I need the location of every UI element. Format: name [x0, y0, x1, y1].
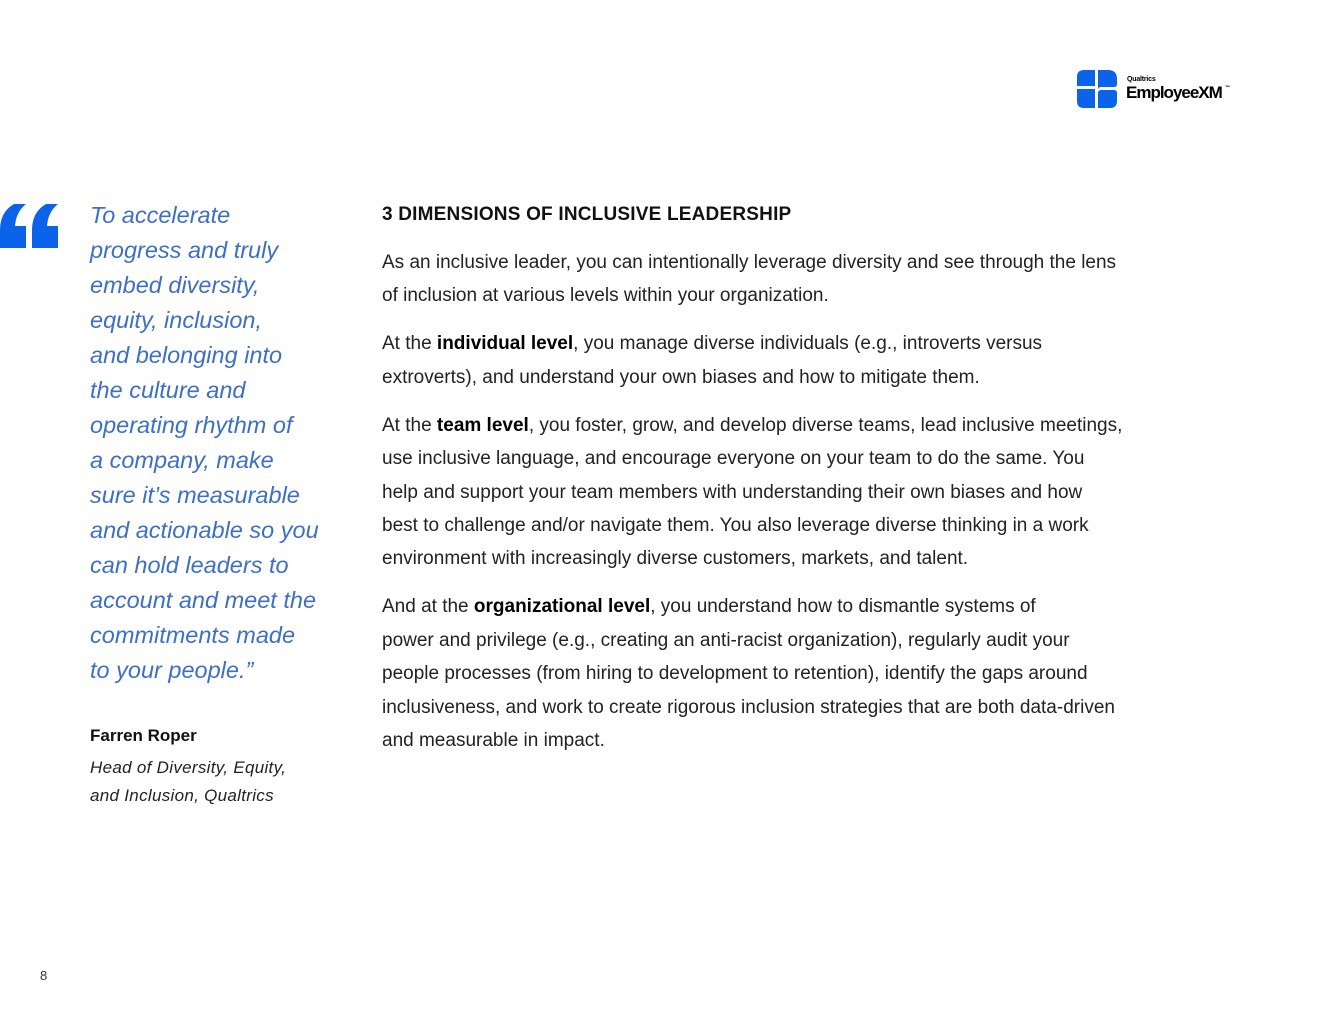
quote-line: To accelerate [90, 202, 231, 228]
paragraph-line [382, 590, 1212, 623]
quote-line: and belonging into [90, 342, 283, 368]
paragraph-line: As an inclusive leader, you can intentionally leverage diversity and see through the lens [382, 252, 1117, 273]
team-level-term: team level [436, 414, 529, 436]
individual-level-term: individual level [436, 333, 574, 355]
paragraph-line: environment with increasingly diverse customers, markets, and talent. [382, 548, 969, 570]
author-title-line: Head of Diversity, Equity, [90, 758, 287, 777]
line-prefix: At the [382, 414, 437, 436]
line-rest: , you manage diverse individuals (e.g., introverts versus [573, 333, 1043, 355]
logo-brand-name: EmployeeXM [1126, 83, 1222, 102]
qualtrics-logo-mark-icon [1077, 70, 1117, 108]
quote-line: and actionable so you [90, 517, 319, 543]
qualtrics-employeexm-logo [1077, 70, 1237, 110]
quote-line: progress and truly [90, 237, 279, 263]
main-content [382, 200, 1212, 772]
quote-line: embed diversity, [90, 272, 260, 298]
logo-trademark: ™ [1225, 85, 1230, 91]
paragraph-line: help and support your team members with understanding their own biases and how [382, 481, 1083, 503]
paragraph-line: of inclusion at various levels within your organization. [382, 285, 829, 307]
page-number: 8 [40, 968, 48, 983]
quote-line: the culture and [90, 377, 246, 403]
team-level-paragraph [382, 409, 1212, 576]
paragraph-line: power and privilege (e.g., creating an anti-racist organization), regularly audit your [382, 629, 1070, 651]
paragraph-line: extroverts), and understand your own biases and how to mitigate them. [382, 366, 980, 388]
intro-paragraph [382, 246, 1212, 313]
line-rest: , you foster, grow, and develop diverse teams, lead inclusive meetings, [528, 414, 1123, 436]
quote-line: to your people.” [90, 657, 254, 683]
line-rest: , you understand how to dismantle systems of [650, 596, 1036, 618]
paragraph-line [382, 409, 1212, 442]
line-prefix: And at the [382, 596, 474, 618]
organizational-level-paragraph [382, 590, 1212, 757]
individual-level-paragraph [382, 327, 1212, 394]
paragraph-line: best to challenge and/or navigate them. You also leverage diverse thinking in a work [382, 515, 1089, 537]
logo-brand-small: Qualtrics [1127, 76, 1156, 83]
quote-line: operating rhythm of [90, 412, 293, 438]
author-title-line: and Inclusion, Qualtrics [90, 786, 274, 805]
quote-line: account and meet the [90, 587, 317, 613]
organizational-level-term: organizational level [473, 596, 651, 618]
section-heading: 3 DIMENSIONS OF INCLUSIVE LEADERSHIP [382, 204, 792, 225]
quote-line: sure it’s measurable [90, 482, 300, 508]
paragraph-line: inclusiveness, and work to create rigorous inclusion strategies that are both data-driven [382, 696, 1115, 718]
pull-quote [90, 198, 338, 688]
quote-line: can hold leaders to [90, 552, 289, 578]
line-prefix: At the [382, 333, 437, 355]
paragraph-line [382, 327, 1212, 360]
paragraph-line: people processes (from hiring to development to retention), identify the gaps around [382, 663, 1088, 685]
quote-line: commitments made [90, 622, 296, 648]
quote-mark-icon [0, 204, 60, 248]
paragraph-line: and measurable in impact. [382, 730, 605, 752]
quote-line: a company, make [90, 447, 274, 473]
quote-author-name: Farren Roper [90, 726, 197, 745]
paragraph-line: use inclusive language, and encourage everyone on your team to do the same. You [382, 448, 1085, 470]
quote-line: equity, inclusion, [90, 307, 262, 333]
quote-author-title [90, 754, 286, 810]
